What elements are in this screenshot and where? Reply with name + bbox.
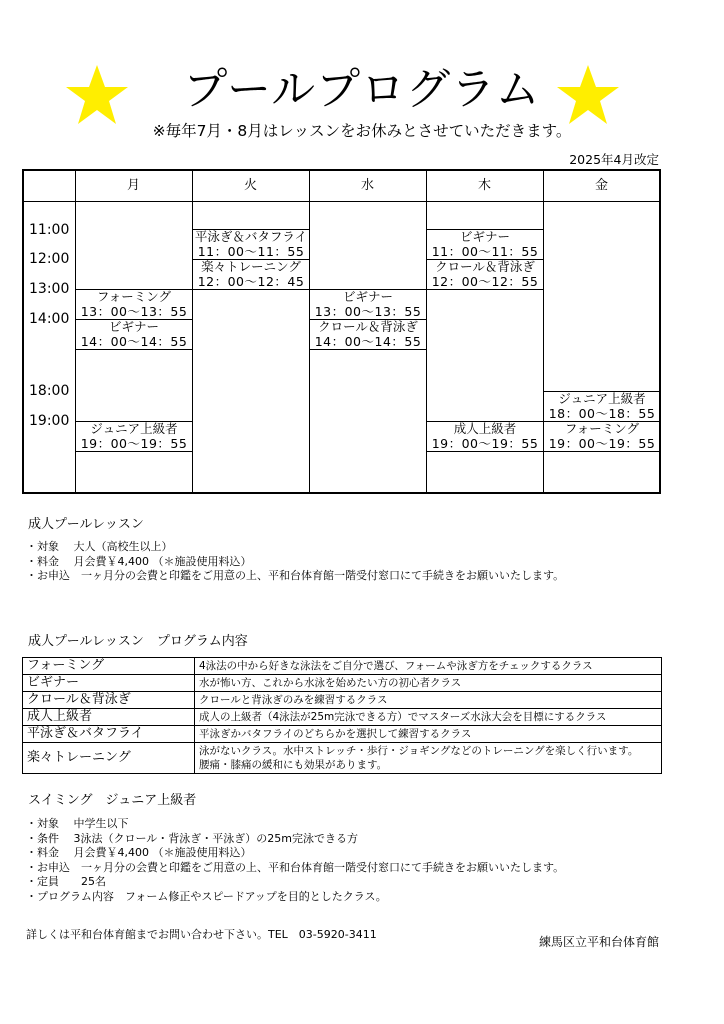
day-header-mon: 月 [126,178,140,193]
program-desc: 水が怖い方、これから水泳を始めたい方の初心者クラス [195,675,662,692]
program-desc [195,743,662,774]
program-name: フォーミング [23,658,195,675]
info-line: ・プログラム内容 フォーム修正やスピードアップを目的としたクラス。 [26,889,387,903]
star-icon-right [555,62,621,128]
class-name: ビギナー [459,229,510,244]
class-name: ビギナー [342,289,393,304]
class-time: 19：00〜19：55 [548,435,656,451]
star-icon-left [64,62,130,128]
adult-lesson-info [26,540,564,584]
junior-info [26,817,564,904]
class-time: 13：00〜13：55 [314,303,422,319]
info-line: ・対象 中学生以下 [26,817,129,830]
class-slot [192,259,310,290]
table-row [23,675,662,692]
day-header-thu: 木 [477,178,491,193]
class-name: フォーミング [96,289,172,304]
program-table [22,657,662,774]
program-name: 成人上級者 [23,709,195,726]
time-label: 12:00 [29,251,70,267]
class-name: 平泳ぎ＆バタフライ [194,229,308,244]
time-label: 13:00 [29,281,70,297]
class-slot [426,229,544,260]
class-name: 成人上級者 [453,421,517,436]
organization-name: 練馬区立平和台体育館 [538,935,659,949]
time-label: 11:00 [29,222,70,238]
program-name: ビギナー [23,675,195,692]
time-label: 18:00 [29,383,70,399]
program-desc: 成人の上級者（4泳法が25m完泳できる方）でマスターズ水泳大会を目標にするクラス [195,709,662,726]
info-line: ・料金 月会費￥4,400 （＊施設使用料込） [26,846,252,859]
revision-date: 2025年4月改定 [569,152,659,167]
contact-info: 詳しくは平和台体育館までお問い合わせ下さい。TEL 03-5920-3411 [26,928,377,941]
program-heading: 成人プールレッスン プログラム内容 [28,634,248,649]
day-header-fri: 金 [594,178,608,193]
day-header-tue: 火 [243,178,257,193]
info-line: ・料金 月会費￥4,400 （＊施設使用料込） [26,554,252,568]
class-time: 12：00〜12：55 [431,273,539,289]
class-slot [426,421,544,452]
class-slot [75,289,193,320]
class-time: 11：00〜11：55 [197,243,305,259]
class-time: 19：00〜19：55 [80,435,188,451]
info-line: ・お申込 一ヶ月分の会費と印鑑をご用意の上、平和台体育館一階受付窓口にて手続きをお願いいたします。 [26,569,565,582]
program-desc-line: 腰痛・膝痛の緩和にも効果があります。 [199,759,388,771]
table-row [23,709,662,726]
schedule-grid [22,169,661,494]
table-row [23,726,662,743]
program-desc: 4泳法の中から好きな泳法をご自分で選び、フォームや泳ぎ方をチェックするクラス [195,658,662,675]
day-header-wed: 水 [360,178,374,193]
info-line: ・条件 3泳法（クロール・背泳ぎ・平泳ぎ）の25m完泳できる方 [26,831,358,845]
class-time: 14：00〜14：55 [314,333,422,349]
class-time: 19：00〜19：55 [431,435,539,451]
class-time: 11：00〜11：55 [431,243,539,259]
class-name: クロール＆背泳ぎ [435,259,535,274]
table-row [23,692,662,709]
class-slot [309,319,427,350]
class-slot [75,421,193,452]
class-slot [543,421,661,452]
program-desc-line: 泳がないクラス。水中ストレッチ・歩行・ジョギングなどのトレーニングを楽しく行います。 [199,745,639,757]
time-label: 14:00 [29,311,70,327]
page-title: プールプログラム [183,64,541,115]
junior-heading: スイミング ジュニア上級者 [28,793,197,808]
table-row [23,658,662,675]
program-name: 楽々トレーニング [23,743,195,774]
info-line: ・対象 大人（高校生以上） [26,540,173,553]
class-time: 18：00〜18：55 [548,405,656,421]
class-slot [309,289,427,320]
class-slot [75,319,193,350]
adult-lesson-heading: 成人プールレッスン [28,517,144,532]
program-name: クロール＆背泳ぎ [23,692,195,709]
class-slot [426,259,544,290]
class-time: 14：00〜14：55 [80,333,188,349]
class-name: 楽々トレーニング [201,259,301,274]
program-desc: クロールと背泳ぎのみを練習するクラス [195,692,662,709]
class-name: フォーミング [564,421,640,436]
class-time: 12：00〜12：45 [197,273,305,289]
info-line: ・お申込 一ヶ月分の会費と印鑑をご用意の上、平和台体育館一階受付窓口にて手続きをお願いいたします。 [26,860,565,874]
class-name: クロール＆背泳ぎ [318,319,418,334]
time-label: 19:00 [29,413,70,429]
class-slot [543,391,661,422]
program-name: 平泳ぎ＆バタフライ [23,726,195,743]
program-desc: 平泳ぎかバタフライのどちらかを選択して練習するクラス [195,726,662,743]
info-line: ・定員 25名 [26,875,106,888]
class-slot [192,229,310,260]
table-row [23,743,662,774]
class-name: ジュニア上級者 [90,421,178,436]
class-name: ジュニア上級者 [558,391,646,406]
closure-notice: ※毎年7月・8月はレッスンをお休みとさせていただきます。 [152,122,572,140]
class-time: 13：00〜13：55 [80,303,188,319]
class-name: ビギナー [108,319,159,334]
